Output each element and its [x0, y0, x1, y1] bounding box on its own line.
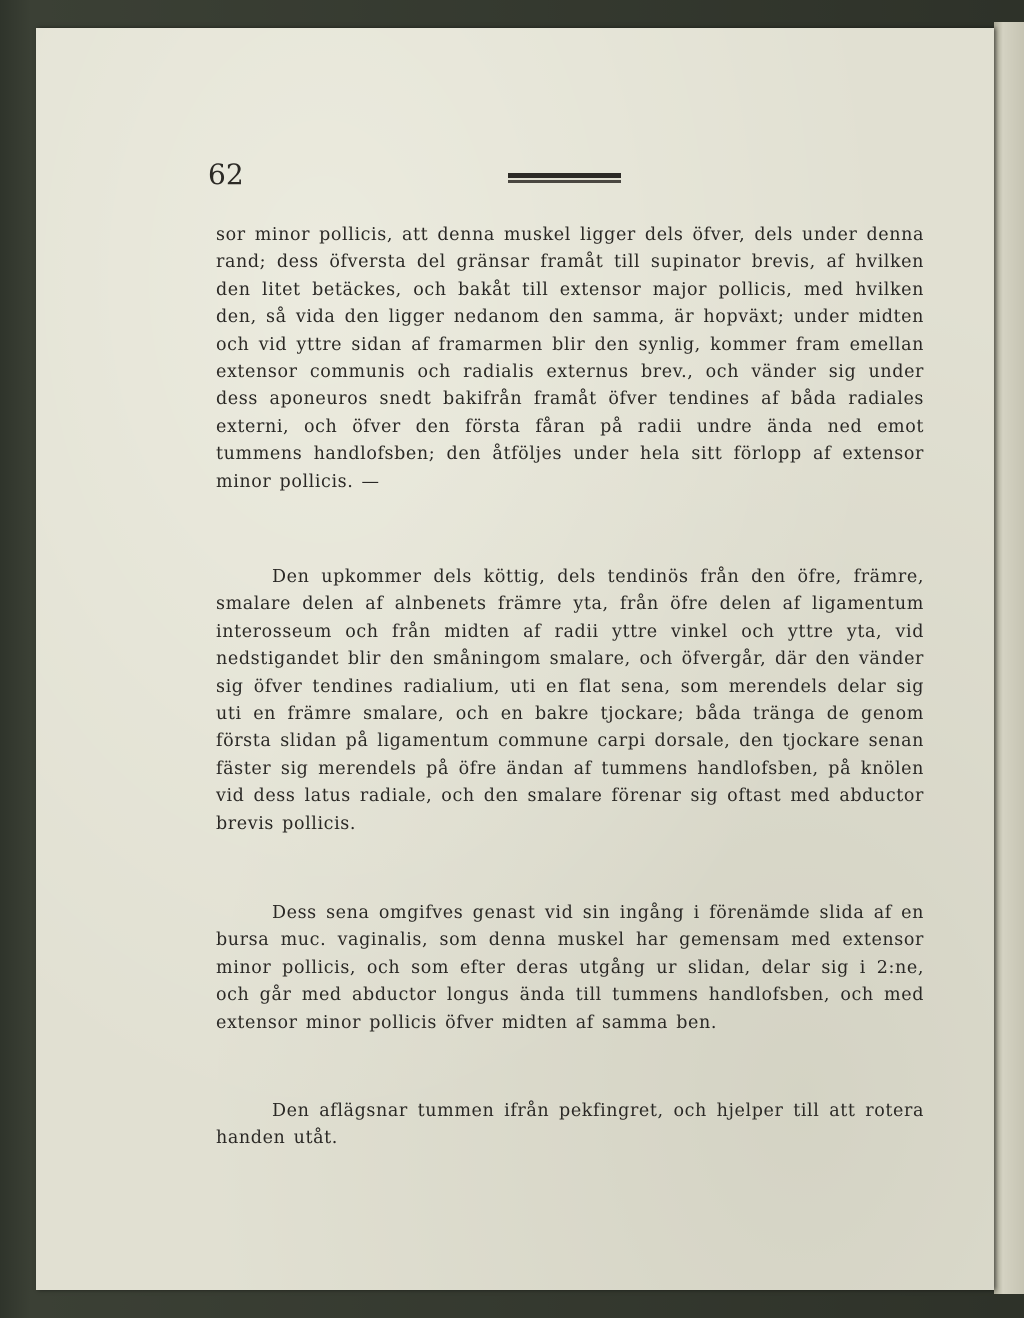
header-rule — [508, 173, 621, 180]
page-number: 62 — [208, 158, 244, 191]
adjacent-page-edge — [994, 22, 1024, 1294]
paragraph-3: Dess sena omgifves genast vid sin ingång i förenämde slida af en bursa muc. vaginalis, som denna muskel har gemensam med extensor minor pollicis, och som efter deras utgång ur slidan, delar sig i 2:ne, och går med abductor longus ända till tummens handlofsben, och med extensor minor pollicis öfver midten af samma ben. — [216, 903, 924, 1033]
paragraph-4: Den aflägsnar tummen ifrån pekfingret, och hjelper till att rotera handen utåt. — [216, 1101, 924, 1149]
paragraph-2: Den upkommer dels köttig, dels tendinös från den öfre, främre, smalare delen af alnbenets främre yta, från öfre delen af ligamentum interosseum och från midten af radii yttre vinkel och yttre yta, vid nedstigandet blir den småningom smalare, och öfvergår, där den vänder sig öfver tendines radialium, uti en flat sena, som merendels delar sig uti en främre smalare, och en bakre tjockare; båda tränga de genom första slidan på ligamentum commune carpi dorsale, den tjockare senan fäster sig merendels på öfre ändan af tummens handlofsben, på knölen vid dess latus radiale, och den smalare förenar sig oftast med abductor brevis pollicis. — [216, 567, 924, 834]
paragraph-1: sor minor pollicis, att denna muskel ligger dels öfver, dels under denna rand; dess öfversta del gränsar framåt till supinator brevis, af hvilken den litet betäckes, och bakåt till extensor major pollicis, med hvilken den, så vida den ligger nedanom den samma, är hopväxt; under midten och vid yttre sidan af framarmen blir den synlig, kommer fram emellan extensor communis och radialis externus brev., och vänder sig under dess aponeuros snedt bakifrån framåt öfver tendines af båda radiales externi, och öfver den första fåran på radii undre ända ned emot tummens handlofsben; den åtföljes under hela sitt förlopp af extensor minor pollicis. — — [216, 225, 924, 492]
